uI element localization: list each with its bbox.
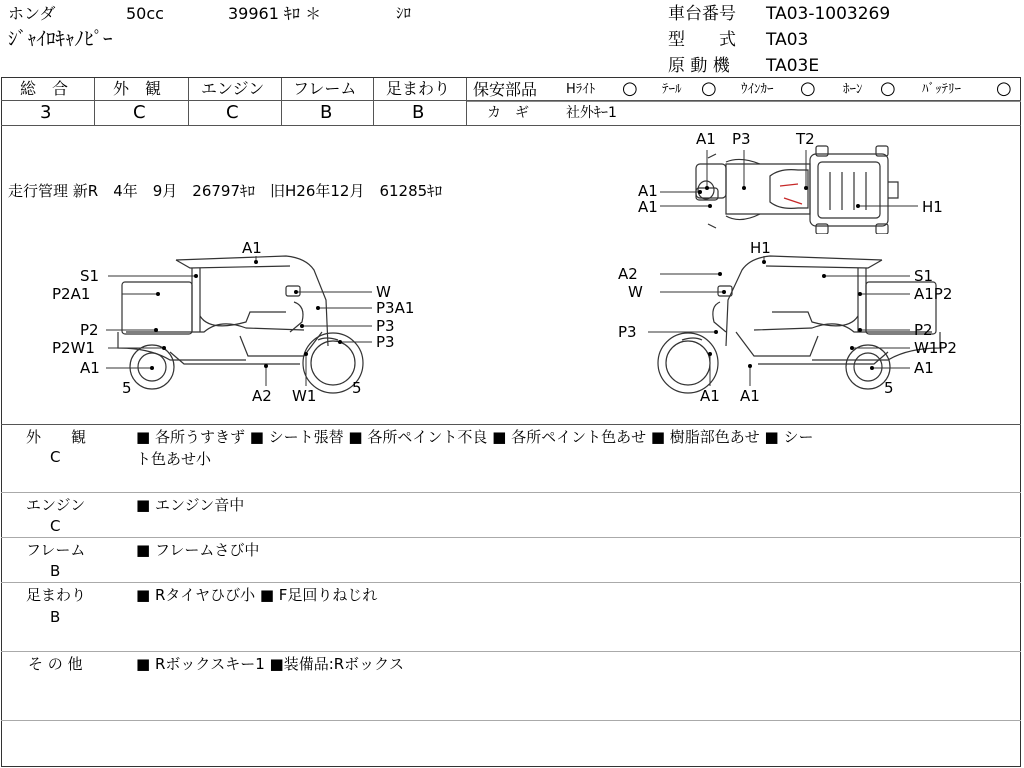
odometer-history: 走行管理 新R 4年 9月 26797ｷﾛ 旧H26年12月 61285ｷﾛ xyxy=(8,182,443,200)
section-grade-frame: B xyxy=(50,562,61,580)
diagram-label: A2 xyxy=(618,265,638,283)
diagram-label: P3 xyxy=(376,333,395,351)
divider xyxy=(1,492,1021,493)
type-value: TA03 xyxy=(766,30,809,50)
divider xyxy=(373,78,374,125)
engine-model-value: TA03E xyxy=(766,56,820,76)
diagram-label: P3A1 xyxy=(376,299,415,317)
top-view-diagram xyxy=(630,128,960,234)
section-text-engine: ■ エンジン音中 xyxy=(136,496,245,514)
diagram-label: W xyxy=(376,283,391,301)
engine-grade-label: エンジン xyxy=(201,79,265,98)
diagram-label: 5 xyxy=(884,379,894,397)
ok-circle-icon: ○ xyxy=(622,78,638,99)
section-text-exterior: ■ 各所うすきず ■ シート張替 ■ 各所ペイント不良 ■ 各所ペイント色あせ ■ 樹脂部色あせ ■ シー xyxy=(136,428,814,446)
diagram-label: A1P2 xyxy=(914,285,953,303)
chassis-value: TA03-1003269 xyxy=(766,4,891,24)
diagram-label: A1 xyxy=(696,130,716,148)
safety-item-horn: ﾎｰﾝ xyxy=(843,82,863,97)
divider xyxy=(281,78,282,125)
diagram-label: P2A1 xyxy=(52,285,91,303)
diagram-label: 5 xyxy=(352,379,362,397)
diagram-label: P3 xyxy=(618,323,637,341)
diagram-label: P2 xyxy=(80,321,99,339)
section-label-suspension: 足まわり xyxy=(26,586,87,604)
diagram-label: A1 xyxy=(638,182,658,200)
left-side-diagram xyxy=(50,236,440,406)
suspension-grade-label: 足まわり xyxy=(386,79,451,98)
diagram-label: 5 xyxy=(122,379,132,397)
diagram-label: S1 xyxy=(80,267,100,285)
diagram-label: T2 xyxy=(796,130,815,148)
model-name: ｼﾞｬｲﾛｷｬﾉﾋﾟｰ xyxy=(8,28,113,50)
diagram-label: A1 xyxy=(80,359,100,377)
section-text-frame: ■ フレームさび中 xyxy=(136,541,260,559)
divider xyxy=(94,78,95,125)
section-label-frame: フレーム xyxy=(26,541,86,559)
diagram-label: P2 xyxy=(914,321,933,339)
frame-grade-label: フレーム xyxy=(293,79,357,98)
divider xyxy=(1,424,1021,425)
diagram-label: P2W1 xyxy=(52,339,95,357)
ok-circle-icon: ○ xyxy=(996,78,1012,99)
safety-label: 保安部品 xyxy=(473,80,538,99)
mileage: 39961 ｷﾛ ＊ xyxy=(228,4,322,23)
diagram-label: A1 xyxy=(242,239,262,257)
section-label-engine: エンジン xyxy=(26,496,86,514)
exterior-grade-label: 外 観 xyxy=(113,79,162,98)
section-text-exterior-cont: ト色あせ小 xyxy=(136,450,212,468)
section-grade-suspension: B xyxy=(50,608,61,626)
section-grade-exterior: C xyxy=(50,448,61,466)
diagram-label: P3 xyxy=(376,317,395,335)
maker: ホンダ xyxy=(8,4,56,23)
section-text-suspension: ■ Rタイヤひび小 ■ F足回りねじれ xyxy=(136,586,378,604)
divider xyxy=(1,125,1021,126)
color: ｼﾛ xyxy=(396,4,412,22)
frame-grade-value: B xyxy=(320,102,333,123)
safety-item-headlight: Hﾗｲﾄ xyxy=(566,82,596,97)
diagram-label: A1 xyxy=(740,387,760,405)
divider xyxy=(467,101,1021,102)
safety-item-winker: ｳｲﾝｶｰ xyxy=(741,82,774,97)
key-label: カ ギ xyxy=(487,105,529,121)
diagram-label: W1 xyxy=(292,387,317,405)
divider xyxy=(188,78,189,125)
diagram-label: A1 xyxy=(700,387,720,405)
key-value: 社外ｷｰ1 xyxy=(566,105,617,121)
right-side-diagram xyxy=(610,236,990,406)
chassis-label: 車台番号 xyxy=(668,4,736,24)
total-grade-label: 総 合 xyxy=(20,79,69,98)
divider xyxy=(1,651,1021,652)
diagram-label: S1 xyxy=(914,267,934,285)
exterior-grade-value: C xyxy=(133,102,146,123)
diagram-label: H1 xyxy=(922,198,943,216)
diagram-label: W xyxy=(628,283,643,301)
divider xyxy=(1,537,1021,538)
ok-circle-icon: ○ xyxy=(800,78,816,99)
displacement: 50cc xyxy=(126,4,164,23)
safety-item-tail: ﾃｰﾙ xyxy=(662,82,682,97)
ok-circle-icon: ○ xyxy=(880,78,896,99)
section-label-exterior: 外 観 xyxy=(26,428,87,446)
section-label-other: そ の 他 xyxy=(28,655,83,673)
diagram-label: P3 xyxy=(732,130,751,148)
engine-model-label: 原 動 機 xyxy=(668,56,730,76)
safety-item-battery: ﾊﾞｯﾃﾘｰ xyxy=(922,82,961,97)
diagram-label: H1 xyxy=(750,239,771,257)
diagram-label: A1 xyxy=(914,359,934,377)
total-grade-value: 3 xyxy=(40,102,52,123)
diagram-label: W1P2 xyxy=(914,339,957,357)
suspension-grade-value: B xyxy=(412,102,425,123)
divider xyxy=(466,78,467,125)
engine-grade-value: C xyxy=(226,102,239,123)
ok-circle-icon: ○ xyxy=(701,78,717,99)
type-label: 型 式 xyxy=(668,30,736,50)
diagram-label: A1 xyxy=(638,198,658,216)
diagram-label: A2 xyxy=(252,387,272,405)
section-grade-engine: C xyxy=(50,517,61,535)
section-text-other: ■ Rボックスキー1 ■装備品:Rボックス xyxy=(136,655,405,673)
divider xyxy=(1,720,1021,721)
divider xyxy=(1,582,1021,583)
